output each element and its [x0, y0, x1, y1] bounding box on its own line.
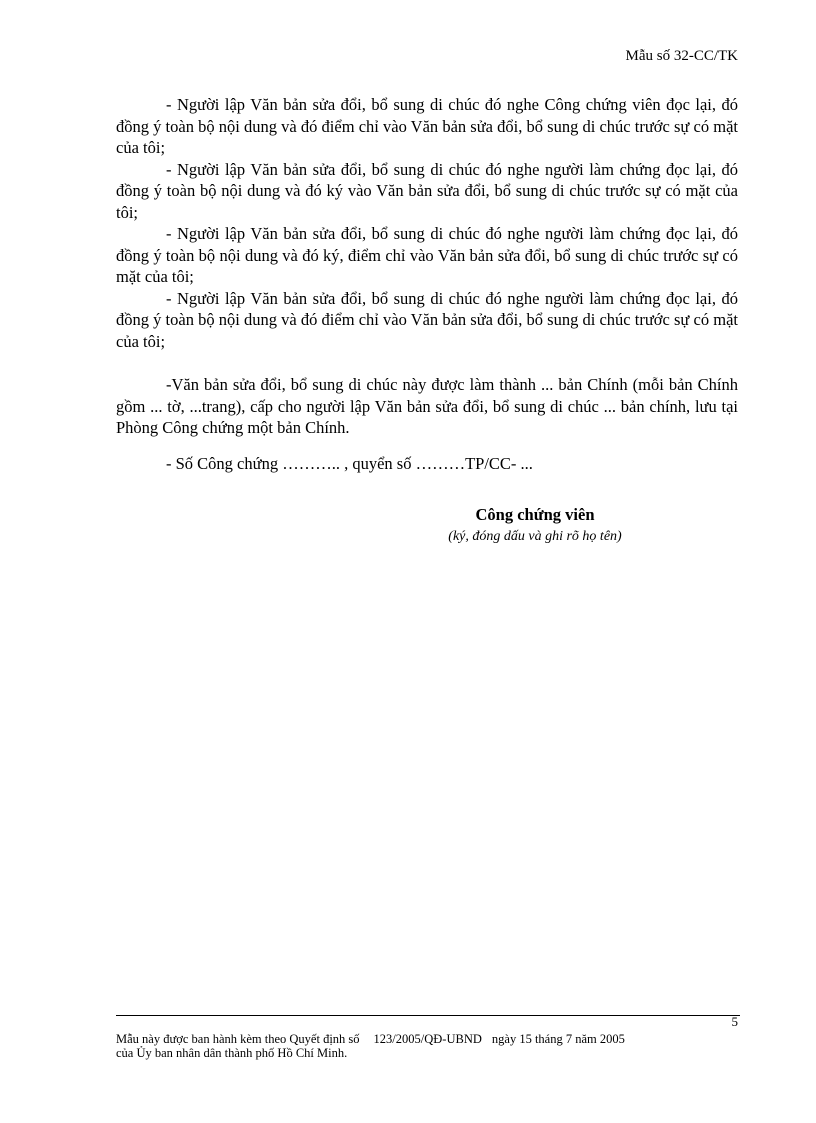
form-number: Mẫu số 32-CC/TK: [625, 48, 738, 64]
decision-number: 123/2005/QĐ-UBND: [373, 1032, 482, 1046]
spacer: [116, 439, 738, 453]
paragraph-copies: -Văn bản sửa đổi, bổ sung di chúc này được làm thành ... bản Chính (mỗi bản Chính gồm ... tờ, ...trang), cấp cho người lập Văn bản sửa đổi, bổ sung di chúc ... bản chính, lưu tại Phòng Công chứng một bản Chính.: [116, 375, 738, 437]
spacer: [116, 352, 738, 374]
paragraph-3: - Người lập Văn bản sửa đổi, bổ sung di chúc đó nghe người làm chứng đọc lại, đó đồng ý toàn bộ nội dung và đó ký, điểm chỉ vào Văn bản sửa đổi, bổ sung di chúc trước sự có mặt của tôi;: [116, 224, 738, 286]
footer-divider: [116, 1015, 740, 1016]
decision-date: ngày 15 tháng 7 năm 2005: [491, 1032, 625, 1046]
footer-line-1: [116, 1032, 756, 1046]
signature-block: [420, 505, 650, 545]
signature-note: (ký, đóng dấu và ghi rõ họ tên): [448, 529, 622, 544]
signature-title: Công chứng viên: [475, 505, 595, 524]
paragraph-notary-number: - Số Công chứng ……….. , quyển số ………TP/CC- ...: [166, 453, 533, 473]
footer-line-2: của Ủy ban nhân dân thành phố Hồ Chí Minh.: [116, 1046, 348, 1060]
page-number: 5: [731, 1014, 738, 1029]
document-body: [116, 94, 738, 474]
paragraph-4: - Người lập Văn bản sửa đổi, bổ sung di chúc đó nghe người làm chứng đọc lại, đó đồng ý toàn bộ nội dung và đó điểm chỉ vào Văn bản sửa đổi, bổ sung di chúc trước sự có mặt của tôi;: [116, 288, 738, 351]
paragraph-2: - Người lập Văn bản sửa đổi, bổ sung di chúc đó nghe người làm chứng đọc lại, đó đồng ý toàn bộ nội dung và đó ký vào Văn bản sửa đổi, bổ sung di chúc trước sự có mặt của tôi;: [116, 159, 738, 222]
paragraph-1: - Người lập Văn bản sửa đổi, bổ sung di chúc đó nghe Công chứng viên đọc lại, đó đồng ý toàn bộ nội dung và đó điểm chỉ vào Văn bản sửa đổi, bổ sung di chúc trước sự có mặt của tôi;: [116, 95, 738, 157]
footer-text: Mẫu này được ban hành kèm theo Quyết định số: [116, 1032, 360, 1046]
footer-note: [116, 1032, 756, 1060]
